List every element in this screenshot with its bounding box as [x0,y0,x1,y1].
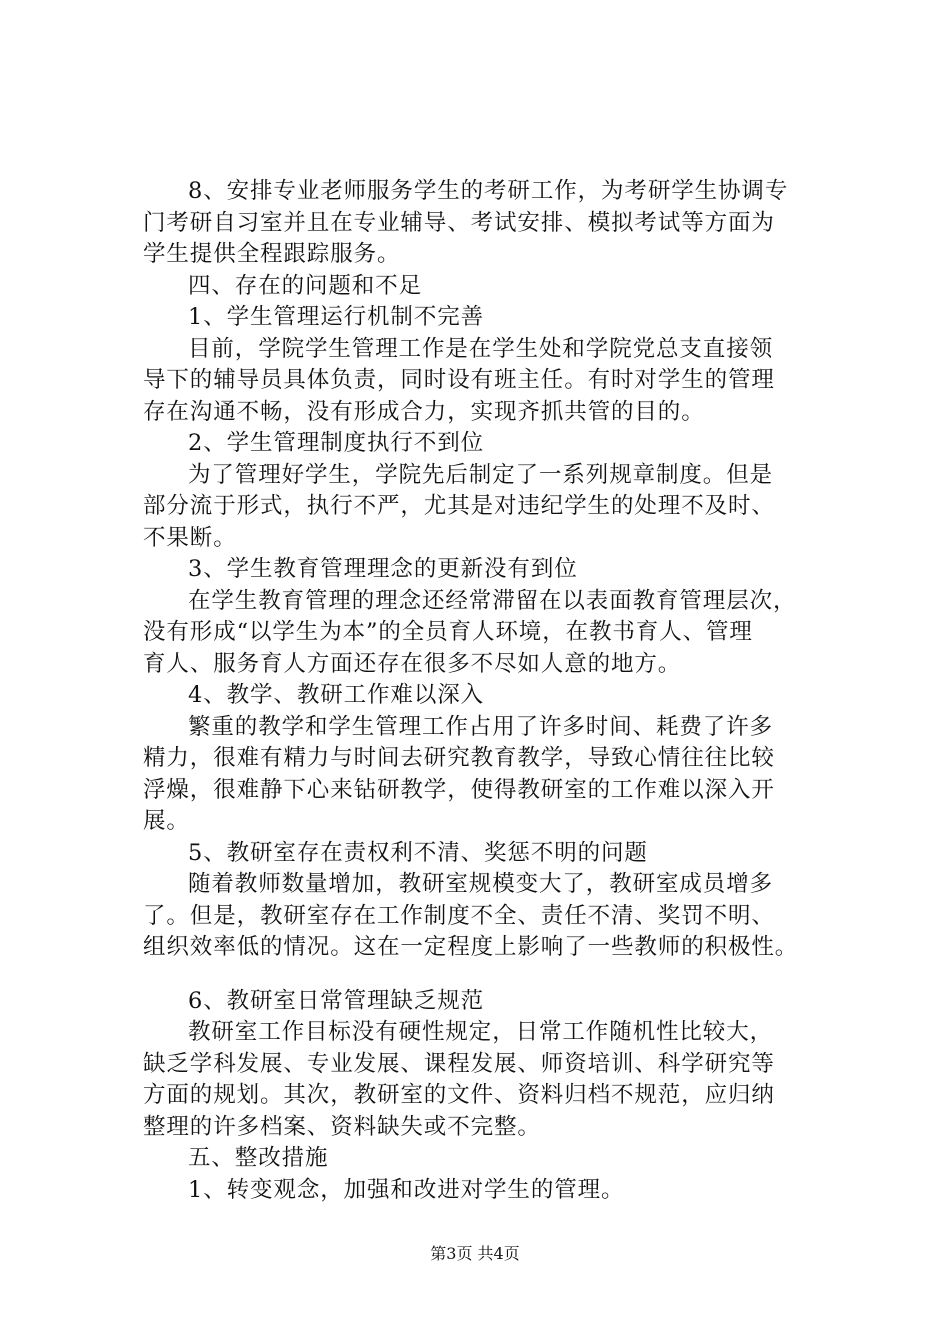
text-line: 在学生教育管理的理念还经常滞留在以表面教育管理层次， [188,587,797,614]
text-line: 1、学生管理运行机制不完善 [188,304,485,330]
text-line: 展。 [143,808,190,834]
text-line: 浮燥，很难静下心来钻研教学，使得教研室的工作难以深入开 [143,776,775,803]
text-line: 门考研自习室并且在专业辅导、考试安排、模拟考试等方面为 [143,209,775,236]
text-line: 1、转变观念，加强和改进对学生的管理。 [188,1176,625,1203]
text-line: 四、存在的问题和不足 [188,272,423,299]
text-line: 导下的辅导员具体负责，同时设有班主任。有时对学生的管理 [143,367,775,393]
text-line: 2、学生管理制度执行不到位 [188,430,485,456]
paragraph-spacer [143,964,833,986]
text-line: 学生提供全程跟踪服务。 [143,241,401,267]
text-line: 3、学生教育管理理念的更新没有到位 [188,556,578,582]
text-line: 随着教师数量增加，教研室规模变大了，教研室成员增多 [188,871,774,897]
text-line: 5、教研室存在责权利不清、奖惩不明的问题 [188,839,648,866]
text-line: 没有形成“以学生为本”的全员育人环境，在教书育人、管理 [143,619,753,645]
text-line: 教研室工作目标没有硬性规定，日常工作随机性比较大， [188,1019,774,1045]
text-line: 精力，很难有精力与时间去研究教育教学，导致心情往往比较 [143,745,775,771]
text-line: 目前，学院学生管理工作是在学生处和学院党总支直接领 [188,335,774,362]
text-line: 存在沟通不畅，没有形成合力，实现齐抓共管的目的。 [143,398,705,425]
text-line: 4、教学、教研工作难以深入 [188,682,485,708]
text-line: 了。但是，教研室存在工作制度不全、责任不清、奖罚不明、 [143,902,775,929]
text-line: 方面的规划。其次，教研室的文件、资料归档不规范，应归纳 [143,1082,775,1108]
text-line: 不果断。 [143,524,237,551]
document-body [143,176,833,1206]
text-line: 8、安排专业老师服务学生的考研工作，为考研学生协调专 [188,178,789,204]
text-line: 繁重的教学和学生管理工作占用了许多时间、耗费了许多 [188,713,774,740]
text-line: 整理的许多档案、资料缺失或不完整。 [143,1113,541,1140]
page-footer: 第3页 共4页 [430,1244,520,1263]
text-line: 缺乏学科发展、专业发展、课程发展、师资培训、科学研究等 [143,1050,775,1077]
text-line: 部分流于形式，执行不严，尤其是对违纪学生的处理不及时、 [143,493,775,519]
text-line: 6、教研室日常管理缺乏规范 [188,987,485,1014]
text-line: 五、整改措施 [188,1145,329,1171]
text-line: 育人、服务育人方面还存在很多不尽如人意的地方。 [143,650,682,677]
text-line: 组织效率低的情况。这在一定程度上影响了一些教师的积极性。 [143,934,799,960]
text-line: 为了管理好学生，学院先后制定了一系列规章制度。但是 [188,461,774,488]
